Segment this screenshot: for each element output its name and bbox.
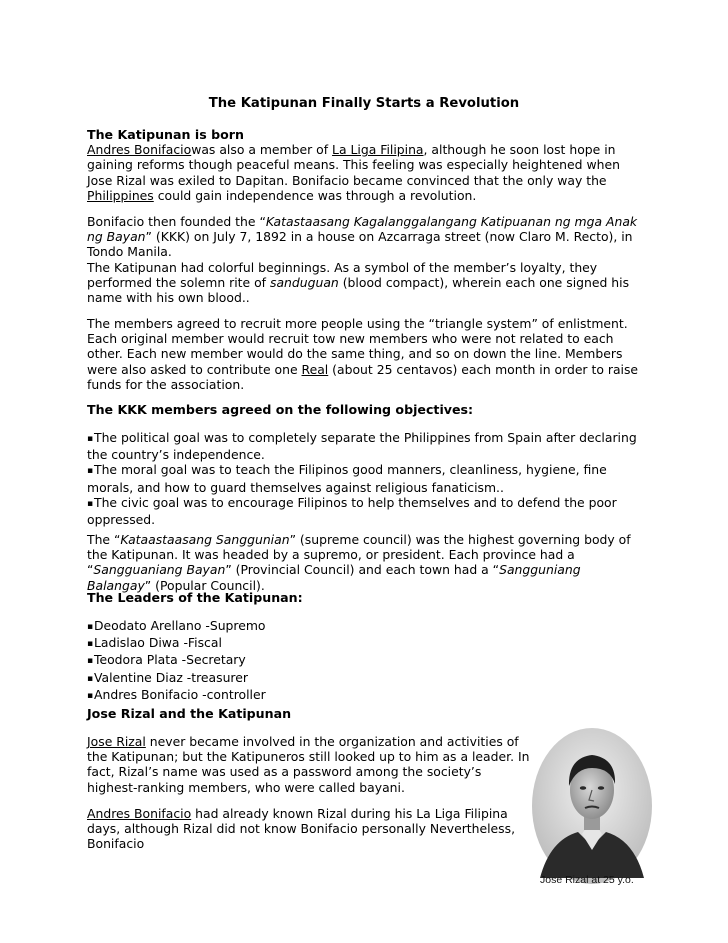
term-sanduguan: sanduguan (269, 274, 339, 290)
paragraph: The Katipunan had colorful beginnings. As a symbol of the member’s loyalty, they performed the solemn rite of sanduguan (blood compact), wherein each one signed his name with his own blood.. (87, 259, 630, 306)
paragraph: Andres Bonifacio had already known Rizal during his La Liga Filipina days, although Rizal did not know Bonifacio personally Nevertheless, Bonifacio (87, 806, 516, 852)
section-council (87, 532, 647, 593)
list-item: ▪Ladislao Diwa -Fiscal (87, 635, 647, 652)
term-provincial-council: Sangguaniang Bayan (93, 562, 226, 578)
section-katipunan-born (87, 127, 647, 203)
paragraph: The “Kataastaasang Sanggunian” (supreme council) was the highest governing body of the Katipunan. It was headed by a supremo, or president. Each province had a “Sangguaniang Bayan” (Provincial Council) and each town had a “Sangguniang Balangay” (Popular Council). (87, 532, 631, 593)
bullet-icon: ▪ (87, 673, 94, 684)
bullet-icon: ▪ (87, 622, 94, 632)
list-item: ▪Deodato Arellano -Supremo (87, 618, 647, 635)
leaders-list (87, 618, 647, 704)
link-philippines[interactable]: Philippines (87, 187, 154, 203)
section-heading: The Katipunan is born (87, 127, 244, 142)
link-la-liga-filipina[interactable]: La Liga Filipina (332, 142, 424, 158)
section-rizal-heading (87, 706, 647, 721)
section-heading: The KKK members agreed on the following objectives: (87, 402, 474, 417)
section-rizal-p1 (87, 734, 532, 795)
link-jose-rizal[interactable]: Jose Rizal (87, 734, 146, 749)
term-popular-council: Sangguniang Balangay (87, 562, 581, 593)
list-item: ▪The civic goal was to encourage Filipinos to help themselves and to defend the poor oppressed. (87, 494, 617, 528)
list-item: ▪The political goal was to completely separate the Philippines from Spain after declaring the country’s independence. (87, 430, 637, 463)
bullet-icon: ▪ (87, 498, 94, 509)
term-supreme-council: Kataastaasang Sanggunian (120, 532, 290, 547)
page-title: The Katipunan Finally Starts a Revolution (208, 96, 520, 111)
paragraph: The members agreed to recruit more people using the “triangle system” of enlistment. Each original member would recruit tow new members who were not related to each other. Each new member would do the same thing, and so on down the line. Members were also asked to contribute one Real (about 25 centavos) each month in order to raise funds for the association. (87, 316, 639, 392)
section-recruitment (87, 316, 647, 392)
section-founding (87, 214, 647, 305)
bullet-icon: ▪ (87, 466, 94, 477)
kkk-full-name: Katastaasang Kagalanggalangang Katipuanan ng mga Anak ng Bayan (87, 214, 638, 245)
section-rizal-p2 (87, 806, 532, 852)
link-andres-bonifacio-2[interactable]: Andres Bonifacio (87, 806, 192, 821)
section-heading: Jose Rizal and the Katipunan (87, 706, 292, 721)
rizal-portrait-photo (530, 728, 654, 890)
objectives-list (87, 430, 647, 527)
bullet-icon: ▪ (87, 656, 94, 667)
link-andres-bonifacio[interactable]: Andres Bonifacio (87, 142, 192, 158)
list-item: ▪The moral goal was to teach the Filipinos good manners, cleanliness, hygiene, fine morals, and how to guard themselves against religious fanaticism.. (87, 462, 607, 495)
paragraph: Jose Rizal never became involved in the organization and activities of the Katipunan; but the Katipuneros still looked up to him as a leader. In fact, Rizal’s name was used as a password among the society’s highest-ranking members, who were called bayani. (87, 734, 530, 795)
list-item: ▪Andres Bonifacio -controller (87, 687, 647, 704)
portrait-image (530, 728, 654, 890)
bullet-icon: ▪ (87, 690, 94, 701)
bullet-icon: ▪ (87, 639, 94, 650)
bullet-icon: ▪ (87, 434, 94, 444)
photo-caption: Jose Rizal at 25 y.o. (540, 874, 634, 886)
section-leaders-heading (87, 590, 647, 605)
section-heading: The Leaders of the Katipunan: (87, 590, 303, 605)
link-real[interactable]: Real (301, 361, 329, 377)
paragraph: Andres Bonifaciowas also a member of La Liga Filipina, although he soon lost hope in gaining reforms though peaceful means. This feeling was especially heightened when Jose Rizal was exiled to Dapitan. Bonifacio became convinced that the only way the Philippines could gain independence was through a revolution. (87, 142, 620, 203)
paragraph: Bonifacio then founded the “Katastaasang Kagalanggalangang Katipuanan ng mga Anak ng Bayan” (KKK) on July 7, 1892 in a house on Azcarraga street (now Claro M. Recto), in Tondo Manila. (87, 214, 638, 260)
list-item: ▪Valentine Diaz -treasurer (87, 670, 647, 687)
list-item: ▪Teodora Plata -Secretary (87, 652, 647, 669)
section-objectives-heading (87, 402, 647, 417)
